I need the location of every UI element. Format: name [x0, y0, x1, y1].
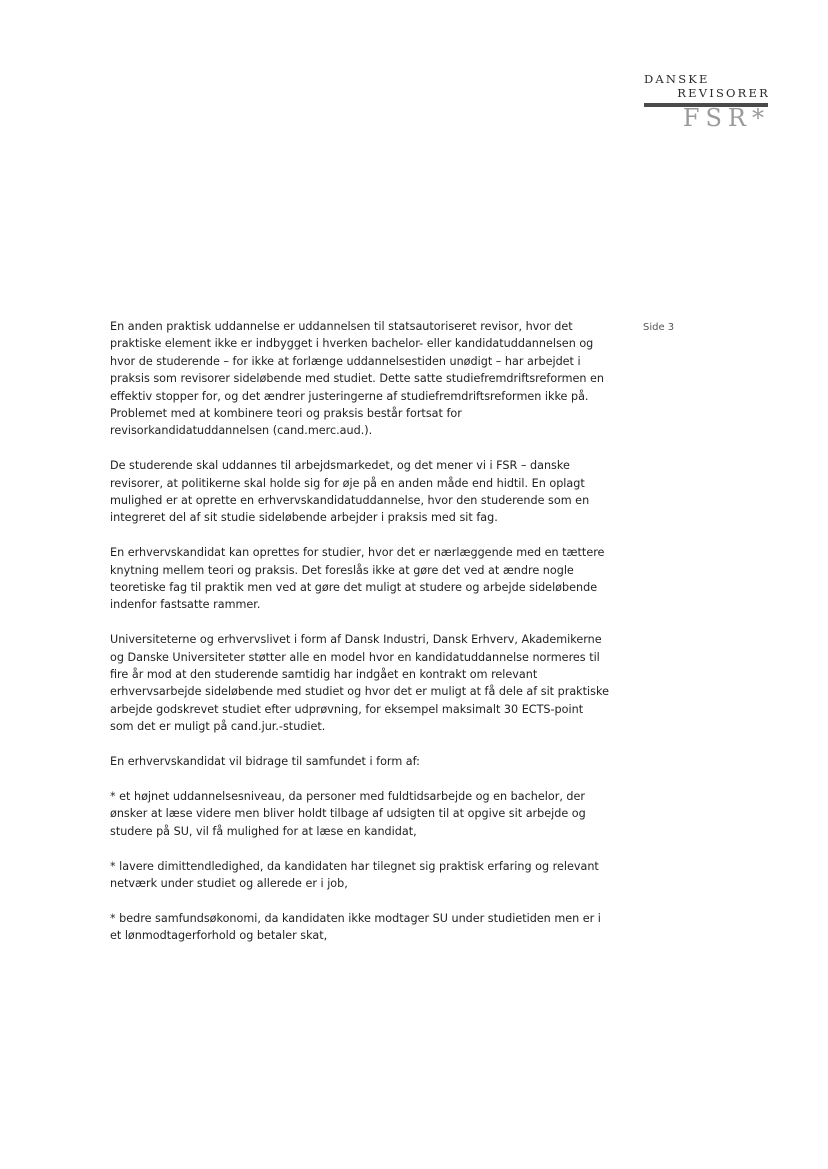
bullet-paragraph: * bedre samfundsøkonomi, da kandidaten ikke modtager SU under studietiden men er i et lønmodtagerforhold og betaler skat, [110, 911, 601, 943]
bullet-paragraph: * et højnet uddannelsesniveau, da personer med fuldtidsarbejde og en bachelor, der ønsker at læse videre men bliver holdt tilbage af udsigten til at opgive sit arbejde og studere på SU, vil få mulighed for at læse en kandidat, [110, 789, 586, 838]
paragraph: En erhvervskandidat kan oprettes for studier, hvor det er nærlæggende med en tættere knytning mellem teori og praksis. Det foreslås ikke at gøre det ved at ændre nogle teoretiske fag til praktik men ved at gøre det muligt at studere og arbejde sideløbende indenfor fastsatte rammer. [110, 546, 605, 612]
bullet-paragraph: * lavere dimittendledighed, da kandidaten har tilegnet sig praktisk erfaring og relevant netværk under studiet og allerede er i job, [110, 859, 599, 890]
logo-text-danske: DANSKE [644, 72, 710, 86]
paragraph: Universiteterne og erhvervslivet i form af Dansk Industri, Dansk Erhverv, Akademikerne og Danske Universiteter støtter alle en model hvor en kandidatuddannelse normeres til fire år mod at den studerende samtidig har indgået en kontrakt om relevant erhvervsarbejde sideløbende med studiet og hvor det er muligt at få dele af sit praktiske arbejde godskrevet studiet efter udprøvning, for eksempel maksimalt 30 ECTS-point som det er muligt på cand.jur.-studiet. [110, 633, 609, 734]
fsr-logo [640, 72, 770, 136]
paragraph: En erhvervskandidat vil bidrage til samfundet i form af: [110, 755, 420, 769]
logo-mark-fsr: FSR* [682, 104, 770, 132]
page-number: Side 3 [643, 322, 675, 333]
paragraph: De studerende skal uddannes til arbejdsmarkedet, og det mener vi i FSR – danske revisorer, at politikerne skal holde sig for øje på en anden måde end hidtil. En oplagt mulighed er at oprette en erhvervskandidatuddannelse, hvor den studerende som en integreret del af sit studie sideløbende arbejder i praksis med sit fag. [110, 459, 590, 525]
paragraph: En anden praktisk uddannelse er uddannelsen til statsautoriseret revisor, hvor det praktiske element ikke er indbygget i hverken bachelor- eller kandidatuddannelsen og hvor de studerende – for ikke at forlænge uddannelsestiden unødigt – har arbejdet i praksis som revisorer sideløbende med studiet. Dette satte studiefremdriftsreformen en effektiv stopper for, og det ændrer justeringerne af studiefremdriftsreformen ikke på. Problemet med at kombinere teori og praksis består fortsat for revisorkandidatuddannelsen (cand.merc.aud.). [110, 320, 605, 438]
logo-text-revisorer: REVISORER [677, 86, 770, 100]
body-text [110, 318, 610, 962]
